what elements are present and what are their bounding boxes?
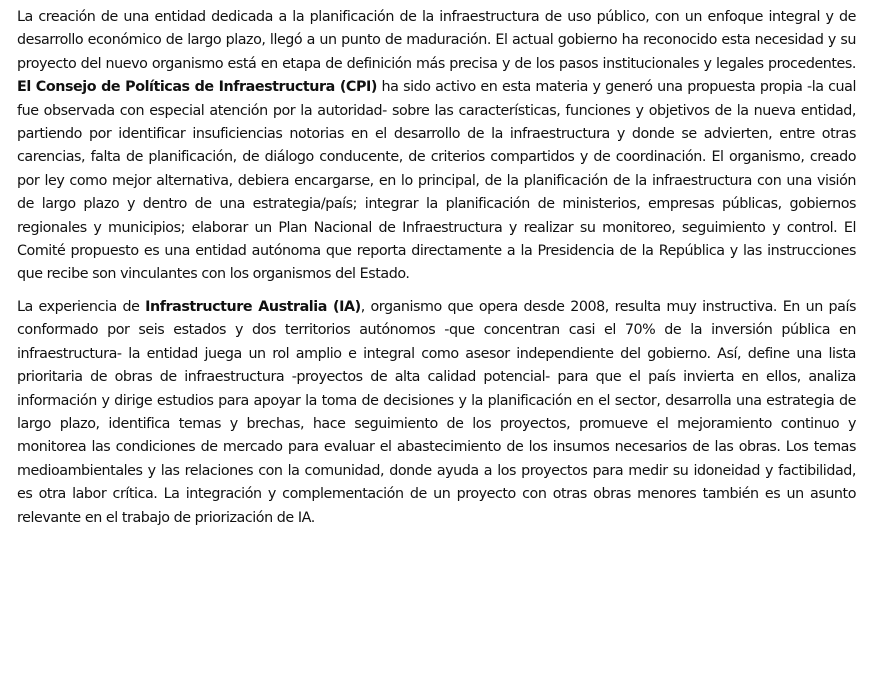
- paragraph-2-text-a: La experiencia de: [17, 298, 146, 315]
- paragraph-1-text-b: ha sido activo en esta materia y generó una propuesta propia -la cual fue observada con especial atención por la autoridad- sobre las características, funciones y objetivos de la nueva entidad, partiendo por identificar insuficiencias notorias en el desarrollo de la infraestructura y donde se advierten, entre otras carencias, falta de planificación, de diálogo conducente, de criterios compartidos y de coordinación. El organismo, creado por ley como mejor alternativa, debiera encargarse, en lo principal, de la planificación de la infraestructura con una visión de largo plazo y dentro de una estrategia/país; integrar la planificación de ministerios, empresas públicas, gobiernos regionales y municipios; elaborar un Plan Nacional de Infraestructura y realizar su monitoreo, seguimiento y control. El Comité propuesto es una entidad autónoma que reporta directamente a la Presidencia de la República y las instrucciones que recibe son vinculantes con los organismos del Estado.: [17, 79, 856, 283]
- paragraph-cpi: [17, 6, 856, 287]
- paragraph-australia: [17, 296, 856, 530]
- paragraph-1-text-a: La creación de una entidad dedicada a la planificación de la infraestructura de uso público, con un enfoque integral y de desarrollo económico de largo plazo, llegó a un punto de maduración. El actual gobierno ha reconocido esta necesidad y su proyecto del nuevo organismo está en etapa de definición más precisa y de los pasos institucionales y legales procedentes.: [17, 9, 856, 72]
- document-body: [17, 6, 856, 530]
- paragraph-2-text-b: , organismo que opera desde 2008, resulta muy instructiva. En un país conformado por seis estados y dos territorios autónomos -que concentran casi el 70% de la inversión pública en infraestructura- la entidad juega un rol amplio e integral como asesor independiente del gobierno. Así, define una lista prioritaria de obras de infraestructura -proyectos de alta calidad potencial- para que el país invierta en ellos, analiza información y dirige estudios para apoyar la toma de decisiones y la planificación en el sector, desarrolla una estrategia de largo plazo, identifica temas y brechas, hace seguimiento de los proyectos, promueve el mejoramiento continuo y monitorea las condiciones de mercado para evaluar el abastecimiento de los insumos necesarios de las obras. Los temas medioambientales y las relaciones con la comunidad, donde ayuda a los proyectos para medir su idoneidad y factibilidad, es otra labor crítica. La integración y complementación de un proyecto con otras obras menores también es un asunto relevante en el trabajo de priorización de IA.: [17, 298, 856, 526]
- paragraph-2-bold-ia: Infrastructure Australia (IA): [145, 298, 361, 315]
- paragraph-1-bold-cpi: El Consejo de Políticas de Infraestructura (CPI): [17, 79, 377, 96]
